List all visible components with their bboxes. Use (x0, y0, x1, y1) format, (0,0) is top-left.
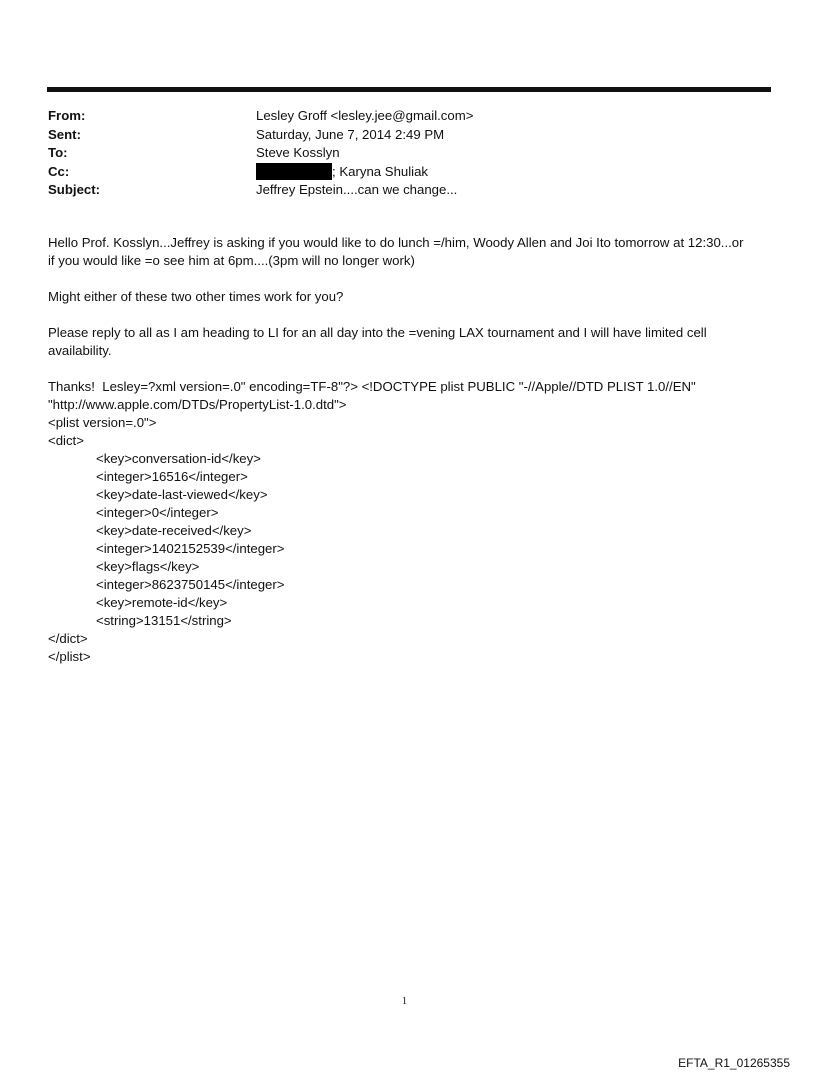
dict-entry: <key>date-received</key> (96, 523, 252, 538)
plist-open: <plist version=.0"> (48, 415, 157, 430)
sent-row (48, 126, 768, 145)
page-number: 1 (402, 996, 407, 1007)
subject-row (48, 181, 768, 200)
reply-line-2: availability. (48, 343, 112, 358)
dict-entry: <integer>0</integer> (96, 505, 219, 520)
from-value: Lesley Groff <lesley.jee@gmail.com> (256, 108, 474, 123)
dict-close: </dict> (48, 631, 88, 646)
paragraph-question: Might either of these two other times work for you? (48, 289, 344, 304)
greeting-line-1: Hello Prof. Kosslyn...Jeffrey is asking if you would like to do lunch =/him, Woody Allen and Joi Ito tomorrow at 12:30...or (48, 235, 744, 250)
to-value: Steve Kosslyn (256, 145, 340, 160)
cc-label: Cc: (48, 163, 70, 179)
dict-entry: <key>conversation-id</key> (96, 451, 261, 466)
greeting-line-2: if you would like =o see him at 6pm....(3pm will no longer work) (48, 253, 415, 268)
plist-block (48, 378, 778, 666)
to-label: To: (48, 145, 68, 160)
redaction-box (256, 163, 332, 180)
email-body (48, 234, 778, 666)
sent-label: Sent: (48, 126, 81, 142)
document-id: EFTA_R1_01265355 (678, 1056, 790, 1070)
from-label: From: (48, 108, 86, 123)
to-row (48, 144, 768, 163)
dict-entry: <key>date-last-viewed</key> (96, 487, 268, 502)
cc-value-wrap (256, 163, 428, 181)
dict-entry: <integer>8623750145</integer> (96, 577, 285, 592)
paragraph-greeting (48, 234, 778, 270)
dtd-line: "http://www.apple.com/DTDs/PropertyList-1.0.dtd"> (48, 397, 347, 412)
sent-value: Saturday, June 7, 2014 2:49 PM (256, 126, 445, 142)
header-rule (47, 87, 771, 92)
dict-entry: <string>13151</string> (96, 613, 232, 628)
dict-open: <dict> (48, 433, 84, 448)
dict-entry: <key>flags</key> (96, 559, 200, 574)
subject-value: Jeffrey Epstein....can we change... (256, 182, 458, 197)
dict-entry: <integer>16516</integer> (96, 469, 248, 484)
paragraph-reply-request (48, 324, 778, 360)
thanks-line: Thanks! Lesley=?xml version=.0" encoding=TF-8"?> <!DOCTYPE plist PUBLIC "-//Apple//DTD PLIST 1.0//EN" (48, 379, 696, 394)
email-header (48, 107, 768, 200)
plist-close: </plist> (48, 649, 91, 664)
cc-value: ; Karyna Shuliak (332, 163, 429, 179)
cc-row (48, 163, 768, 182)
from-row (48, 107, 768, 126)
reply-line-1: Please reply to all as I am heading to LI for an all day into the =vening LAX tournament and I will have limited cell (48, 325, 707, 340)
subject-label: Subject: (48, 182, 101, 197)
dict-entry: <key>remote-id</key> (96, 595, 228, 610)
dict-entry: <integer>1402152539</integer> (96, 541, 285, 556)
